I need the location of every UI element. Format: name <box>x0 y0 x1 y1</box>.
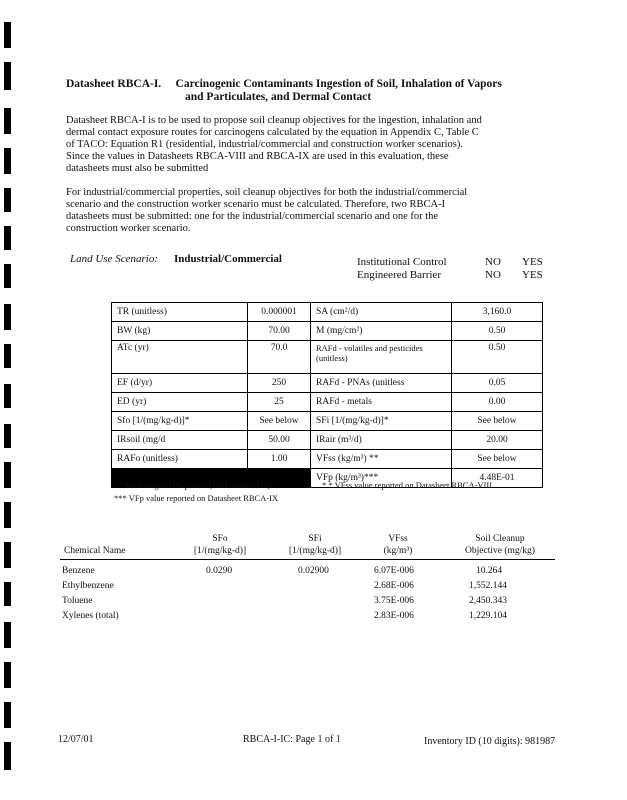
datasheet-title: Datasheet RBCA-I. Carcinogenic Contaminants Ingestion of Soil, Inhalation of Vapors <box>66 78 502 90</box>
instructions-paragraph: For industrial/commercial properties, soil cleanup objectives for both the industrial/commercial scenario and the construction worker scenario must be calculated. Therefore, two RBCA-I datasheets must be submitted: one for the industrial/commercial scenario and one for the construction worker scenario. <box>66 187 468 234</box>
institutional-control-no[interactable]: NO <box>485 256 501 268</box>
footer-page: RBCA-I-IC: Page 1 of 1 <box>243 734 341 745</box>
param-value: 4.48E-01 <box>452 469 543 488</box>
scan-mark <box>4 226 11 250</box>
chemical-vfss: 6.07E-006 <box>374 566 414 576</box>
param-value: See below <box>452 450 543 469</box>
datasheet-title-line2: and Particulates, and Dermal Contact <box>185 91 372 103</box>
param-row <box>112 431 543 450</box>
param-value: 70.00 <box>248 322 311 341</box>
param-row <box>112 412 543 431</box>
header-divider <box>60 559 555 560</box>
param-value: 250 <box>248 374 311 393</box>
chemical-name: Xylenes (total) <box>62 611 119 621</box>
param-value: See below <box>248 412 311 431</box>
chemical-vfss: 2.83E-006 <box>374 611 414 621</box>
chemical-name: Benzene <box>62 566 95 576</box>
scan-mark <box>4 148 11 174</box>
chemical-sfi: 0.02900 <box>298 566 329 576</box>
scan-mark <box>4 188 11 212</box>
scan-mark <box>4 742 11 770</box>
land-use-value: Industrial/Commercial <box>174 253 282 265</box>
footnote-vfp: *** VFp value reported on Datasheet RBCA-IX <box>114 493 279 503</box>
param-label: IRsoil (mg/d <box>112 431 248 450</box>
param-row <box>112 374 543 393</box>
param-value: 25 <box>248 393 311 412</box>
param-label: RAFo (unitless) <box>112 450 248 469</box>
param-label: Sfo [1/(mg/kg-d)]* <box>112 412 248 431</box>
engineered-barrier-yes[interactable]: YES <box>522 269 543 281</box>
param-value: 50.00 <box>248 431 311 450</box>
scan-mark <box>4 264 11 288</box>
param-row <box>112 450 543 469</box>
chemical-sco: 2,450.343 <box>469 596 507 606</box>
param-label: VFss (kg/m³) ** <box>311 450 452 469</box>
scan-mark <box>4 502 11 528</box>
land-use-label: Land Use Scenario: <box>70 253 158 265</box>
chemical-name: Ethylbenzene <box>62 581 114 591</box>
param-label: IRair (m³/d) <box>311 431 452 450</box>
scan-mark <box>4 702 11 728</box>
footer-inventory: Inventory ID (10 digits): 981987 <box>424 736 556 747</box>
chemical-vfss: 3.75E-006 <box>374 596 414 606</box>
param-value: 0.50 <box>452 322 543 341</box>
scan-mark <box>4 62 11 90</box>
param-row <box>112 341 543 374</box>
param-value: 3,160.0 <box>452 303 543 322</box>
param-label: ED (yr) <box>112 393 248 412</box>
engineered-barrier-label: Engineered Barrier <box>357 269 441 281</box>
param-label: TR (unitless) <box>112 303 248 322</box>
institutional-control-label: Institutional Control <box>357 256 447 268</box>
header-sfi: SFi [1/(mg/kg-d)] <box>288 534 342 556</box>
param-label: RAFd - volatiles and pesticides (unitless) <box>311 341 452 374</box>
chemical-name: Toluene <box>62 596 93 606</box>
scan-mark <box>4 108 11 134</box>
param-row <box>112 393 543 412</box>
chemical-sfo: 0.0290 <box>206 566 233 576</box>
scan-mark <box>4 542 11 568</box>
param-value: 20.00 <box>452 431 543 450</box>
param-label: RAFd - metals <box>311 393 452 412</box>
header-chemical-name: Chemical Name <box>64 546 126 556</box>
param-label: SFi [1/(mg/kg-d)]* <box>311 412 452 431</box>
param-value: 0.05 <box>452 374 543 393</box>
scan-mark <box>4 424 11 448</box>
chemical-sco: 1,552.144 <box>469 581 507 591</box>
param-label: SA (cm²/d) <box>311 303 452 322</box>
chemical-sco: 1,229.104 <box>469 611 507 621</box>
chemical-vfss: 2.68E-006 <box>374 581 414 591</box>
param-row <box>112 322 543 341</box>
param-label: M (mg/cm²) <box>311 322 452 341</box>
scan-mark <box>4 344 11 368</box>
engineered-barrier-no[interactable]: NO <box>485 269 501 281</box>
footnote-toxicological: * Toxicological Properties (see Datasheet D) <box>118 480 270 490</box>
scan-mark <box>4 22 11 48</box>
header-sfo: SFo [1/(mg/kg-d)] <box>193 534 247 556</box>
parameter-table <box>111 302 543 488</box>
scan-mark <box>4 662 11 688</box>
scan-mark <box>4 462 11 488</box>
param-value: 1.00 <box>248 450 311 469</box>
param-value: 70.0 <box>248 341 311 374</box>
chemical-sco: 10.264 <box>476 566 503 576</box>
param-value: 0.000001 <box>248 303 311 322</box>
param-label: BW (kg) <box>112 322 248 341</box>
institutional-control-yes[interactable]: YES <box>522 256 543 268</box>
param-value: 0.00 <box>452 393 543 412</box>
header-vfss: VFss (kg/m³) <box>383 534 413 556</box>
footnote-vfss: * * VFss value reported on Datasheet RBCA-VIII <box>322 480 493 490</box>
scan-mark <box>4 384 11 408</box>
footer-date: 12/07/01 <box>58 734 94 745</box>
param-value: See below <box>452 412 543 431</box>
scan-mark <box>4 622 11 648</box>
scan-mark <box>4 304 11 330</box>
header-soil-cleanup: Soil Cleanup Objective (mg/kg) <box>465 534 535 556</box>
param-label: EF (d/yr) <box>112 374 248 393</box>
param-label: VFp (kg/m³)*** <box>311 469 452 488</box>
intro-paragraph: Datasheet RBCA-I is to be used to propose soil cleanup objectives for the ingestion, inhalation and dermal contact exposure routes for carcinogens calculated by the equation in Appendix C, Table C of TACO: Equation R1 (residential, industrial/commercial and construction worker scenarios). Since the values in Datasheets RBCA-VIII and RBCA-IX are used in this evaluation, these datasheets must also be submitted <box>66 115 482 174</box>
scan-mark <box>4 582 11 606</box>
param-row <box>112 303 543 322</box>
param-label: RAFd - PNAs (unitless <box>311 374 452 393</box>
param-label: ATc (yr) <box>112 341 248 374</box>
param-value: 0.50 <box>452 341 543 374</box>
